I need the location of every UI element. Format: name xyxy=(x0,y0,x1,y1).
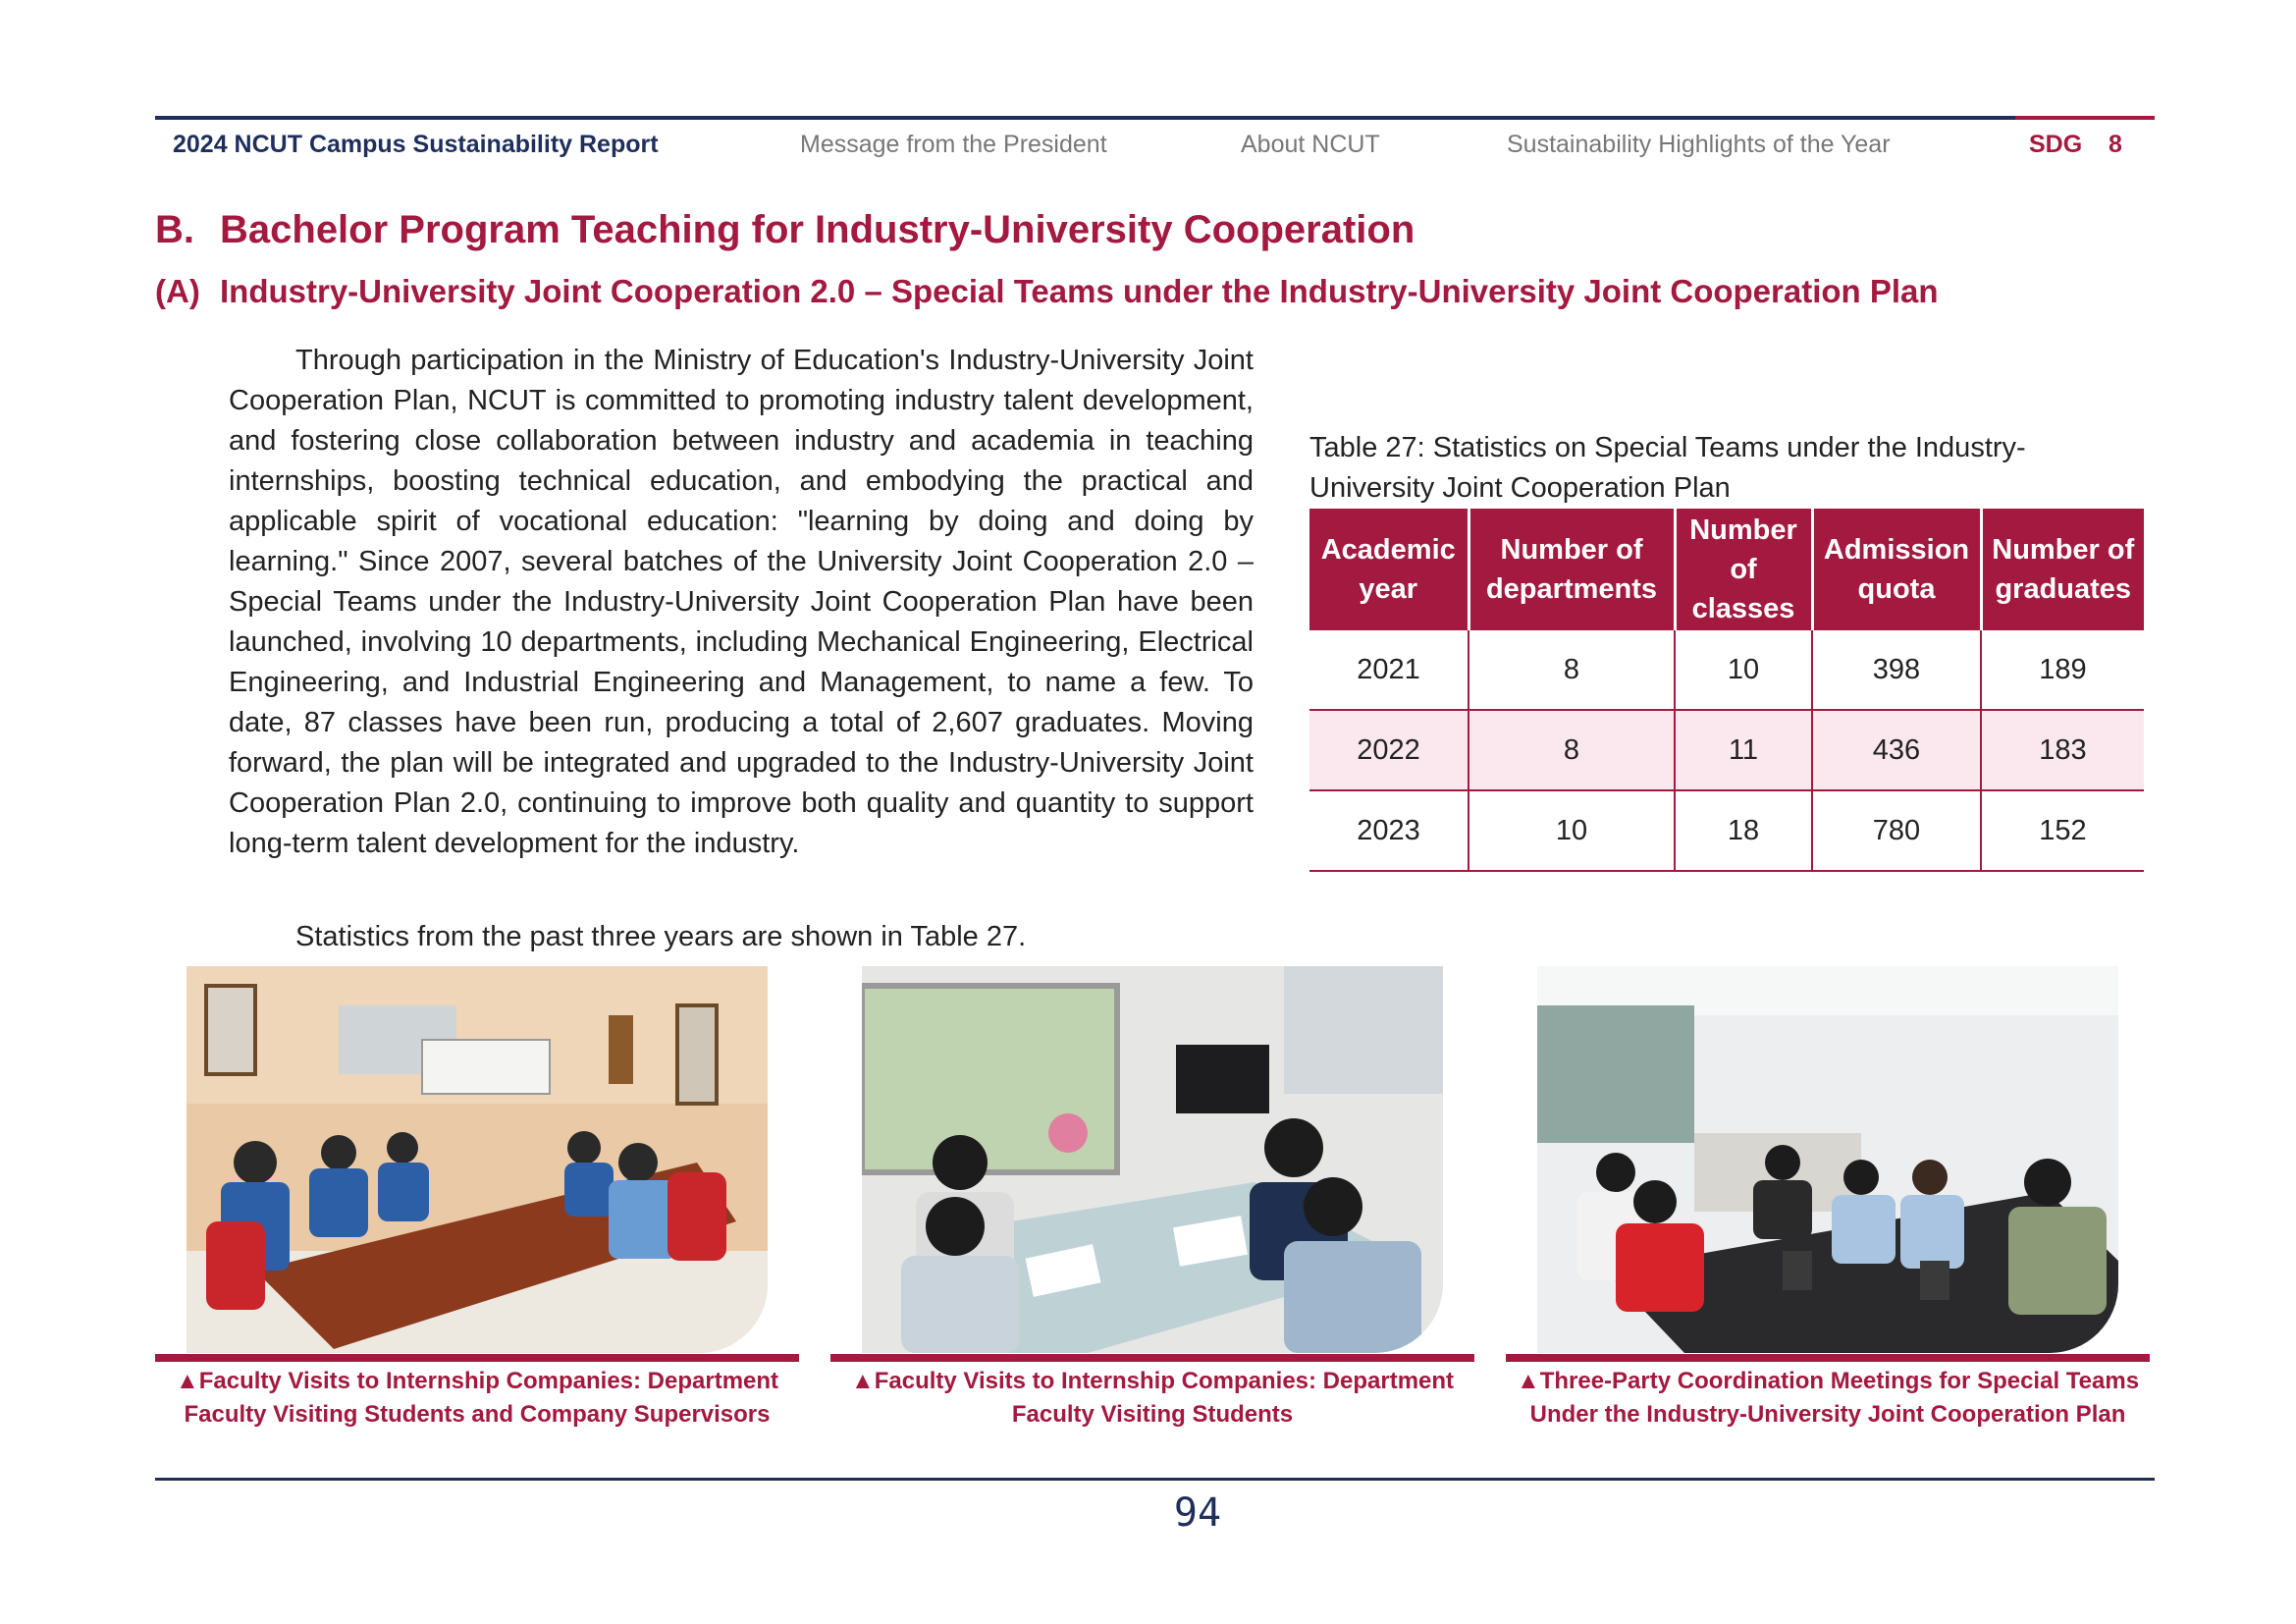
caption-rule xyxy=(1506,1354,2150,1362)
section-title: Bachelor Program Teaching for Industry-University Cooperation xyxy=(220,208,1415,251)
footer-rule xyxy=(155,1478,2155,1481)
body-paragraph-2: Statistics from the past three years are shown in Table 27. xyxy=(295,921,1027,952)
subsection-title: Industry-University Joint Cooperation 2.0 – Special Teams under the Industry-University Joint Cooperation Plan xyxy=(220,273,1939,309)
photo-faculty-visit-supervisors xyxy=(187,966,768,1353)
cell: 11 xyxy=(1675,710,1812,790)
cell: 2021 xyxy=(1309,630,1468,710)
col-academic-year: Academic year xyxy=(1309,509,1468,630)
page-number: 94 xyxy=(1173,1490,1222,1536)
cell: 2023 xyxy=(1309,790,1468,871)
body-paragraph-1: Through participation in the Ministry of Education's Industry-University Joint Cooperation Plan, NCUT is committed to promoting industry talent development, and fostering close collaboration between industry and academia in teaching internships, boosting technical education, and embodying the practical and applicable spirit of vocational education: "learning by doing and doing by learning." Since 2007, several batches of the University Joint Cooperation 2.0 – Special Teams under the Industry-University Joint Cooperation Plan have been launched, involving 10 departments, including Mechanical Engineering, Electrical Engineering, and Industrial Engineering and Management, to name a few. To date, 87 classes have been run, producing a total of 2,607 graduates. Moving forward, the plan will be integrated and upgraded to the Industry-University Joint Cooperation Plan 2.0, continuing to improve both quality and quantity to support long-term talent development for the industry. xyxy=(229,345,1254,859)
cell: 398 xyxy=(1812,630,1981,710)
col-number-of-graduates: Number of graduates xyxy=(1981,509,2144,630)
col-admission-quota: Admission quota xyxy=(1812,509,1981,630)
cell: 183 xyxy=(1981,710,2144,790)
cell: 780 xyxy=(1812,790,1981,871)
sdg-label[interactable]: SDG xyxy=(2029,131,2083,158)
header-rule xyxy=(155,116,2015,120)
cell: 152 xyxy=(1981,790,2144,871)
nav-sustainability-highlights[interactable]: Sustainability Highlights of the Year xyxy=(1507,131,1891,158)
table-caption: Table 27: Statistics on Special Teams under the Industry-University Joint Cooperation Plan xyxy=(1309,432,2026,504)
photo-three-party-meeting xyxy=(1537,966,2118,1353)
cell: 8 xyxy=(1468,630,1675,710)
cell: 8 xyxy=(1468,710,1675,790)
table-row xyxy=(1309,710,2144,790)
nav-about-ncut[interactable]: About NCUT xyxy=(1241,131,1380,158)
subsection-heading xyxy=(155,273,1939,310)
caption-rule xyxy=(830,1354,1474,1362)
photo-caption-1: ▲Faculty Visits to Internship Companies: Department Faculty Visiting Students and Company Supervisors xyxy=(175,1368,779,1428)
cell: 18 xyxy=(1675,790,1812,871)
photo-faculty-visit-students xyxy=(862,966,1443,1353)
col-number-of-classes: Number of classes xyxy=(1675,509,1812,630)
table-header-row xyxy=(1309,509,2144,630)
photo-caption-3: ▲Three-Party Coordination Meetings for Special Teams Under the Industry-University Joint Cooperation Plan xyxy=(1516,1368,2140,1428)
cell: 189 xyxy=(1981,630,2144,710)
caption-rule xyxy=(155,1354,799,1362)
subsection-label: (A) xyxy=(155,273,200,309)
cell: 436 xyxy=(1812,710,1981,790)
cell: 2022 xyxy=(1309,710,1468,790)
cell: 10 xyxy=(1675,630,1812,710)
section-heading xyxy=(155,208,1415,252)
table-row xyxy=(1309,630,2144,710)
col-number-of-departments: Number of departments xyxy=(1468,509,1675,630)
nav-message-from-president[interactable]: Message from the President xyxy=(800,131,1107,158)
photo-caption-2: ▲Faculty Visits to Internship Companies: Department Faculty Visiting Students xyxy=(850,1368,1455,1428)
section-label: B. xyxy=(155,208,194,251)
table-row xyxy=(1309,790,2144,871)
statistics-table xyxy=(1309,509,2144,872)
report-title: 2024 NCUT Campus Sustainability Report xyxy=(173,131,659,158)
header-rule-accent xyxy=(2015,116,2155,120)
sdg-number[interactable]: 8 xyxy=(2109,131,2122,158)
cell: 10 xyxy=(1468,790,1675,871)
